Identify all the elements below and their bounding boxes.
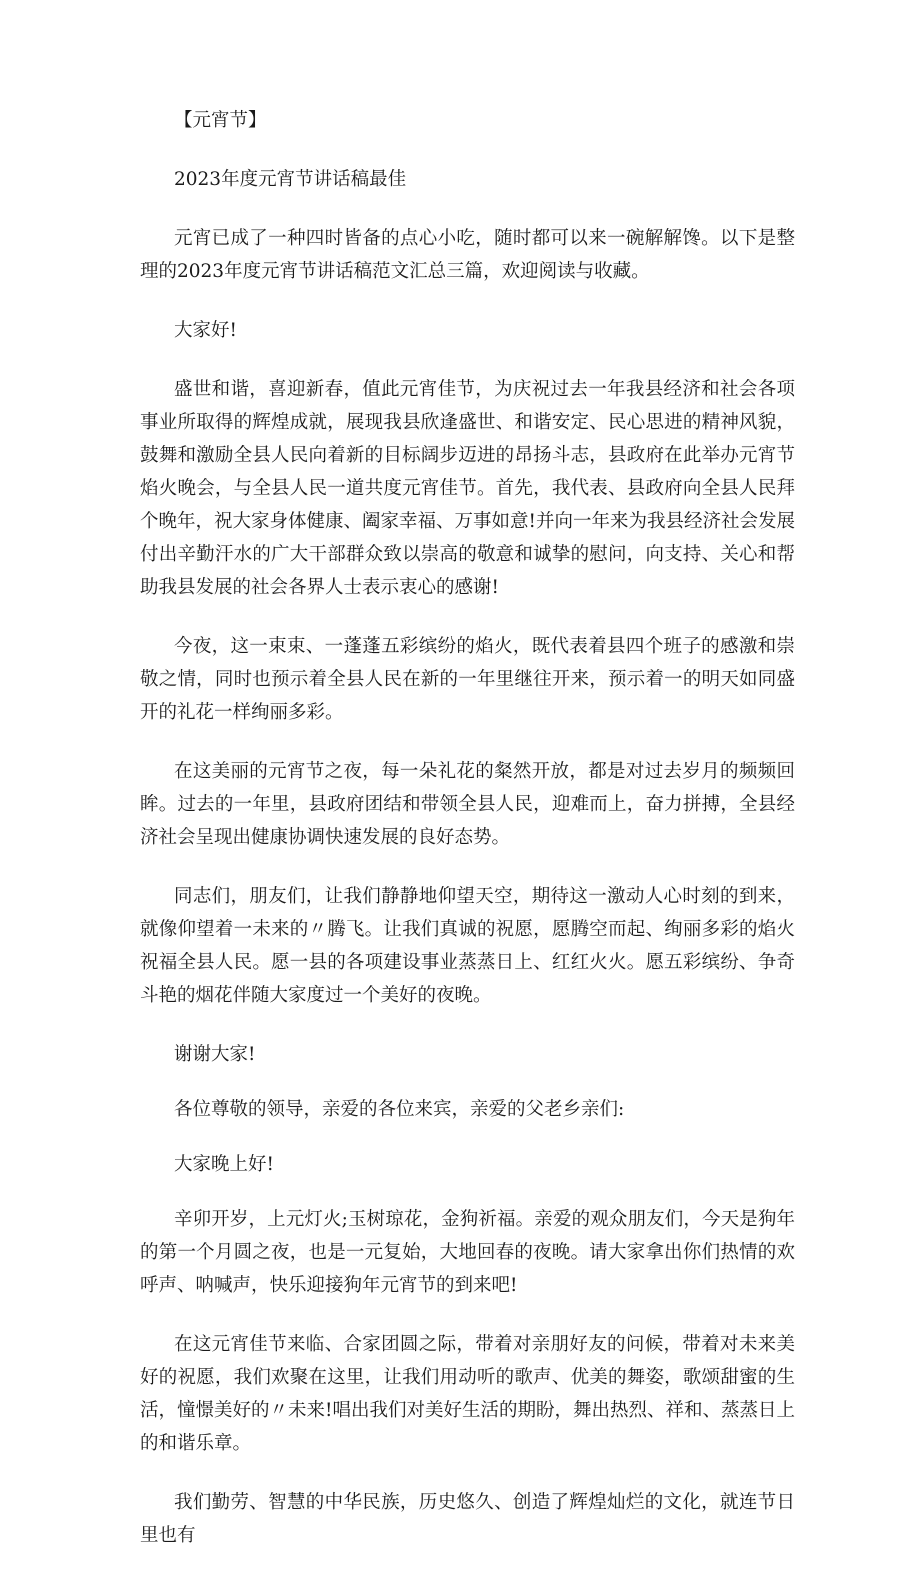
greeting-paragraph: 大家晚上好! (174, 1154, 274, 1175)
document-body (140, 104, 795, 1578)
intro-paragraph: 元宵已成了一种四时皆备的点心小吃，随时都可以来一碗解解馋。以下是整理的2023年度元宵节讲话稿范文汇总三篇，欢迎阅读与收藏。 (140, 228, 795, 282)
body-paragraph: 我们勤劳、智慧的中华民族，历史悠久、创造了辉煌灿烂的文化，就连节日里也有 (140, 1492, 795, 1546)
thanks-paragraph: 谢谢大家! (174, 1044, 256, 1065)
body-paragraph: 在这美丽的元宵节之夜，每一朵礼花的粲然开放，都是对过去岁月的频频回眸。过去的一年里，县政府团结和带领全县人民，迎难而上，奋力拼搏，全县经济社会呈现出健康协调快速发展的良好态势。 (140, 761, 795, 848)
salutation-paragraph: 各位尊敬的领导，亲爱的各位来宾，亲爱的父老乡亲们: (174, 1099, 625, 1120)
section-tag: 【元宵节】 (174, 110, 267, 131)
body-paragraph: 盛世和谐，喜迎新春，值此元宵佳节，为庆祝过去一年我县经济和社会各项事业所取得的辉煌成就，展现我县欣逢盛世、和谐安定、民心思进的精神风貌，鼓舞和激励全县人民向着新的目标阔步迈进的昂扬斗志，县政府在此举办元宵节焰火晚会，与全县人民一道共度元宵佳节。首先，我代表、县政府向全县人民拜个晚年，祝大家身体健康、阖家幸福、万事如意!并向一年来为我县经济社会发展付出辛勤汗水的广大干部群众致以崇高的敬意和诚挚的慰问，向支持、关心和帮助我县发展的社会各界人士表示衷心的感谢! (140, 379, 796, 598)
body-paragraph: 辛卯开岁，上元灯火;玉树琼花，金狗祈福。亲爱的观众朋友们，今天是狗年的第一个月圆之夜，也是一元复始，大地回春的夜晚。请大家拿出你们热情的欢呼声、呐喊声，快乐迎接狗年元宵节的到来吧! (140, 1209, 795, 1296)
body-paragraph: 同志们，朋友们，让我们静静地仰望天空，期待这一激动人心时刻的到来，就像仰望着一未来的〃腾飞。让我们真诚的祝愿，愿腾空而起、绚丽多彩的焰火祝福全县人民。愿一县的各项建设事业蒸蒸日上、红红火火。愿五彩缤纷、争奇斗艳的烟花伴随大家度过一个美好的夜晚。 (140, 886, 795, 1006)
body-paragraph: 在这元宵佳节来临、合家团圆之际，带着对亲朋好友的问候，带着对未来美好的祝愿，我们欢聚在这里，让我们用动听的歌声、优美的舞姿，歌颂甜蜜的生活，憧憬美好的〃未来!唱出我们对美好生活的期盼，舞出热烈、祥和、蒸蒸日上的和谐乐章。 (140, 1334, 795, 1454)
greeting-paragraph: 大家好! (174, 320, 237, 341)
body-paragraph: 今夜，这一束束、一蓬蓬五彩缤纷的焰火，既代表着县四个班子的感激和崇敬之情，同时也预示着全县人民在新的一年里继往开来，预示着一的明天如同盛开的礼花一样绚丽多彩。 (140, 636, 795, 723)
document-title: 2023年度元宵节讲话稿最佳 (174, 169, 407, 190)
